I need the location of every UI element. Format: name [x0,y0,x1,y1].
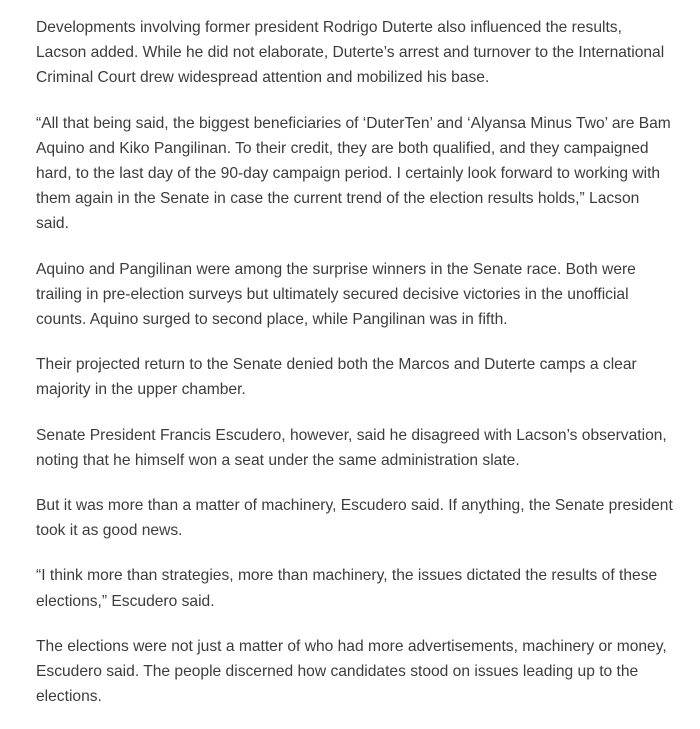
paragraph-good-news: But it was more than a matter of machinery, Escudero said. If anything, the Senate president took it as good news. [36,497,673,540]
article-body [36,15,676,729]
paragraph-duterte-influence: Developments involving former president Rodrigo Duterte also influenced the results, Lacson added. While he did not elaborate, Duterte’s arrest and turnover to the International Criminal Court drew widespread attention and mobilized his base. [36,19,665,87]
paragraph-issues-discerned: The elections were not just a matter of who had more advertisements, machinery or money, Escudero said. The people discerned how candidates stood on issues leading up to the elections. [36,637,667,706]
paragraph-escudero-quote: “I think more than strategies, more than machinery, the issues dictated the results of these elections,” Escudero said. [36,567,658,610]
paragraph-senate-majority: Their projected return to the Senate denied both the Marcos and Duterte camps a clear majority in the upper chamber. [36,356,637,399]
paragraph-surprise-winners: Aquino and Pangilinan were among the surprise winners in the Senate race. Both were trailing in pre-election surveys but ultimately secured decisive victories in the unofficial counts. Aquino surged to second place, while Pangilinan was in fifth. [36,260,636,329]
paragraph-escudero-disagrees: Senate President Francis Escudero, however, said he disagreed with Lacson’s observation, noting that he himself won a seat under the same administration slate. [36,426,667,469]
paragraph-lacson-quote: “All that being said, the biggest beneficiaries of ‘DuterTen’ and ‘Alyansa Minus Two’ are Bam Aquino and Kiko Pangilinan. To their credit, they are both qualified, and they campaigned hard, to the last day of the 90-day campaign period. I certainly look forward to working with them again in the Senate in case the current trend of the election results holds,” Lacson said. [36,114,671,233]
